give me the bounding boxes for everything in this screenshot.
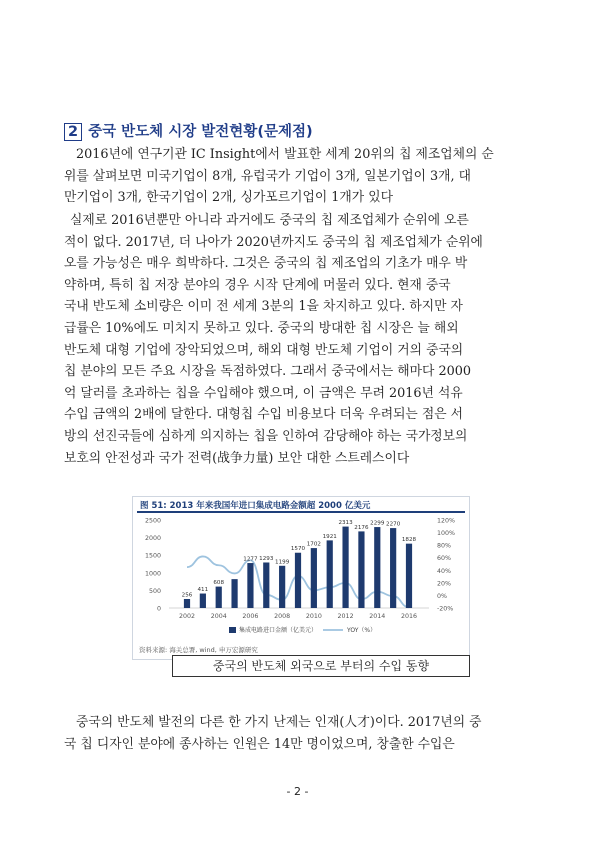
y-tick-left: 1500 [144, 552, 161, 560]
paragraph-talent [64, 712, 542, 755]
text-line: 오를 가능성은 매우 희박하다. 그것은 중국의 칩 제조업의 기초가 매우 박 [64, 256, 468, 272]
bar-2016 [406, 544, 412, 608]
y-tick-left: 0 [156, 605, 161, 613]
text-line: 중국의 반도체 발전의 다른 한 가지 난제는 인재(人才)이다. 2017년의 중 [76, 715, 482, 730]
bar-data-label: 2299 [370, 520, 385, 527]
bar-data-label: 1277 [243, 556, 258, 563]
bar-2002 [184, 599, 190, 608]
bar-data-label: 1921 [322, 533, 337, 540]
bar-2010 [311, 548, 317, 608]
bar-2011 [327, 540, 333, 608]
bar-2015 [390, 528, 396, 608]
bar-2006 [247, 563, 253, 608]
x-tick: 2010 [305, 613, 322, 620]
text-line: 급률은 10%에도 미치지 못하고 있다. 중국의 방대한 칩 시장은 늘 해외 [64, 320, 459, 336]
y-tick-right: 60% [437, 555, 451, 563]
bar-data-label: 608 [213, 580, 225, 587]
y-tick-left: 2500 [144, 517, 161, 525]
bar-data-label: 1828 [401, 537, 417, 544]
section-title: 중국 반도체 시장 발전현황(문제점) [88, 124, 313, 140]
bar-2009 [295, 553, 301, 608]
bar-data-label: 2270 [386, 521, 401, 528]
bar-data-label: 1570 [290, 546, 306, 553]
bar-data-label: 1293 [259, 555, 274, 562]
x-tick: 2006 [242, 613, 259, 620]
y-tick-right: 0% [437, 592, 447, 600]
x-tick: 2008 [274, 613, 291, 620]
text-line: 칩 분야의 모든 주요 시장을 독점하였다. 그래서 중국에서는 해마다 2000 [64, 364, 472, 380]
text-line: 적이 없다. 2017년, 더 나아가 2020년까지도 중국의 칩 제조업체가 순위에 [64, 234, 483, 250]
text-line: 방의 선진국들에 심하게 의지하는 칩을 인하여 감당해야 하는 국가정보의 [64, 428, 468, 444]
text-line: 국내 반도체 소비량은 이미 전 세계 3분의 1을 차지하고 있다. 하지만 자 [64, 299, 463, 315]
bar-2004 [216, 587, 222, 608]
page-number: - 2 - [286, 785, 309, 798]
x-tick: 2004 [210, 613, 227, 620]
text-line: 약하며, 특히 칩 저장 분야의 경우 시작 단계에 머물러 있다. 현재 중국 [64, 277, 451, 293]
text-line: 2016년에 연구기관 IC Insight에서 발표한 세계 20위의 칩 제조업체의 순 [76, 147, 494, 162]
paragraph-ranking [64, 144, 542, 209]
x-tick: 2012 [337, 613, 354, 620]
legend-label-bars: 集成电路进口金额（亿美元） [239, 627, 318, 634]
bar-2005 [231, 579, 237, 608]
y-tick-left: 500 [148, 587, 161, 595]
y-tick-right: 20% [437, 580, 451, 588]
y-tick-left: 1000 [144, 570, 161, 578]
bar-2013 [358, 531, 364, 608]
paragraph-analysis [64, 210, 542, 469]
section-heading [64, 120, 313, 141]
legend-label-line: YOY（%） [347, 627, 377, 634]
legend-swatch-bars [229, 627, 236, 633]
bar-2003 [200, 594, 206, 608]
section-number: 2 [64, 123, 82, 141]
y-tick-right: 80% [437, 542, 451, 550]
bar-data-label: 2176 [354, 524, 369, 531]
text-line: 수입 금액의 2배에 달한다. 대형칩 수입 비용보다 더욱 우려되는 점은 서 [64, 407, 464, 423]
x-tick: 2014 [369, 613, 386, 620]
text-line: 실제로 2016년뿐만 아니라 과거에도 중국의 칩 제조업체가 순위에 오른 [70, 213, 469, 228]
text-line: 만기업이 3개, 한국기업이 2개, 싱가포르기업이 1개가 있다 [64, 190, 393, 206]
bar-2008 [279, 566, 285, 608]
bar-2007 [263, 562, 269, 608]
chart-plot [133, 512, 469, 644]
text-line: 위를 살펴보면 미국기업이 8개, 유럽국가 기업이 3개, 일본기업이 3개, 대 [64, 168, 472, 184]
text-line: 반도체 대형 기업에 장악되었으며, 해외 대형 반도체 기업이 거의 중국의 [64, 342, 464, 358]
chart-source: 资料来源: 海关总署, wind, 申万宏源研究 [139, 646, 258, 654]
text-line: 보호의 안전성과 국가 전력(战争力量) 보안 대한 스트레스이다 [64, 450, 410, 466]
figure-caption: 중국의 반도체 외국으로 부터의 수입 동향 [172, 655, 470, 677]
y-tick-left: 2000 [144, 535, 161, 543]
text-line: 억 달러를 초과하는 칩을 수입해야 했으며, 이 금액은 무려 2016년 석유 [64, 385, 463, 401]
y-tick-right: 120% [437, 517, 456, 525]
bar-data-label: 2313 [338, 520, 353, 527]
figure-chart [132, 496, 470, 660]
x-tick: 2002 [178, 613, 196, 620]
y-tick-right: 100% [437, 530, 456, 538]
y-tick-right: 40% [437, 567, 451, 575]
bar-data-label: 1199 [275, 559, 290, 566]
bar-2014 [374, 527, 380, 608]
bar-data-label: 256 [181, 592, 193, 599]
bar-data-label: 411 [197, 587, 209, 594]
x-tick: 2016 [400, 613, 418, 620]
bar-2012 [342, 527, 348, 608]
y-tick-right: -20% [437, 605, 454, 613]
bar-data-label: 1702 [306, 541, 321, 548]
text-line: 국 칩 디자인 분야에 종사하는 인원은 14만 명이었으며, 창출한 수입은 [64, 736, 455, 752]
chart-title: 图 51: 2013 年来我国年进口集成电路金额超 2000 亿美元 [140, 501, 371, 511]
